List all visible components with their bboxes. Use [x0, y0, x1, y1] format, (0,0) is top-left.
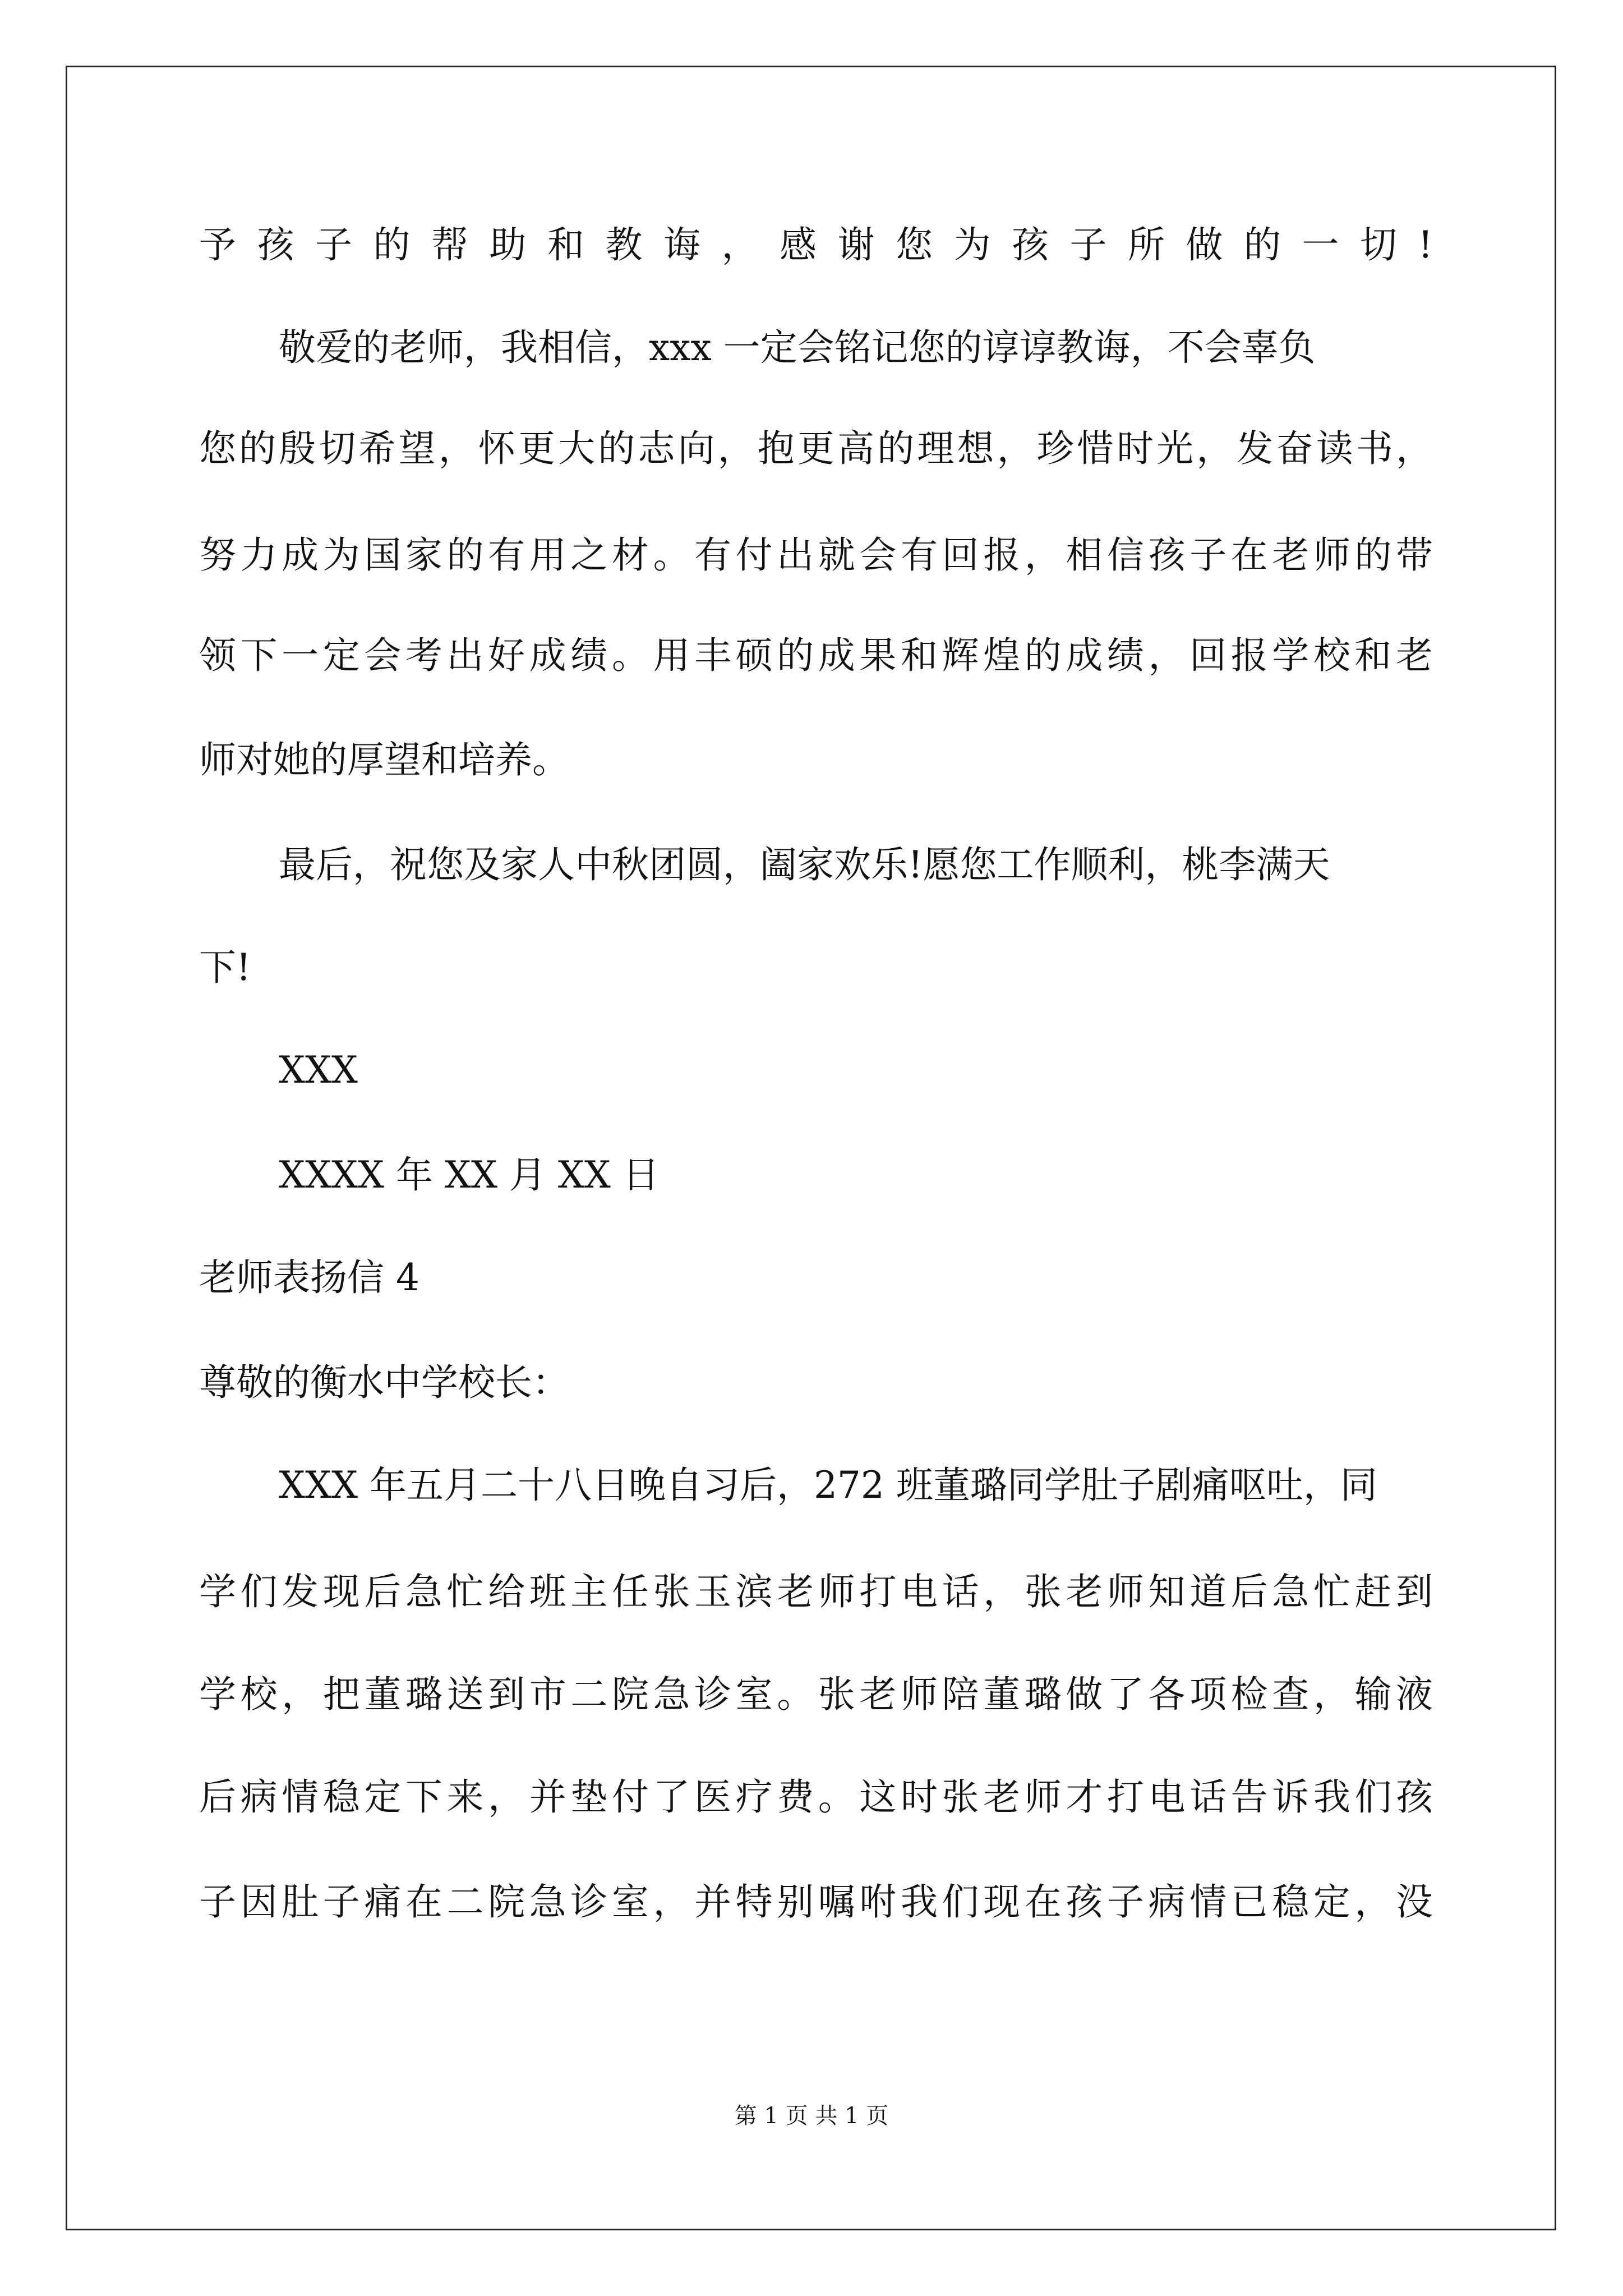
text-line: 努力成为国家的有用之材。有付出就会有回报，相信孩子在老师的带: [199, 533, 1433, 577]
salutation: 尊敬的衡水中学校长：: [199, 1361, 569, 1404]
paragraph-start-line: 最后，祝您及家人中秋团圆，阖家欢乐!愿您工作顺利，桃李满天: [279, 843, 1330, 886]
signature-date: XXXX 年 XX 月 XX 日: [279, 1153, 660, 1197]
text-line: 子因肚子痛在二院急诊室，并特别嘱咐我们现在孩子病情已稳定，没: [199, 1880, 1433, 1924]
paragraph-start-line: XXX 年五月二十八日晚自习后，272 班董璐同学肚子剧痛呕吐，同: [279, 1464, 1377, 1507]
text-line: 学们发现后急忙给班主任张玉滨老师打电话，张老师知道后急忙赶到: [199, 1570, 1433, 1613]
text-line: 后病情稳定下来，并垫付了医疗费。这时张老师才打电话告诉我们孩: [199, 1775, 1433, 1819]
section-heading: 老师表扬信 4: [199, 1256, 419, 1299]
text-line: 予孩子的帮助和教诲，感谢您为孩子所做的一切!: [199, 223, 1433, 266]
text-line: 下!: [199, 946, 251, 989]
page-footer: 第 1 页 共 1 页: [734, 2103, 889, 2129]
signature-name: XXX: [279, 1048, 358, 1092]
text-line: 领下一定会考出好成绩。用丰硕的成果和辉煌的成绩，回报学校和老: [199, 634, 1433, 677]
paragraph-start-line: 敬爱的老师，我相信，xxx 一定会铭记您的谆谆教诲，不会辜负: [279, 326, 1316, 369]
text-line: 师对她的厚望和培养。: [199, 738, 569, 781]
text-line: 您的殷切希望，怀更大的志向，抱更高的理想，珍惜时光，发奋读书，: [199, 427, 1433, 470]
text-line: 学校，把董璐送到市二院急诊室。张老师陪董璐做了各项检查，输液: [199, 1673, 1433, 1716]
